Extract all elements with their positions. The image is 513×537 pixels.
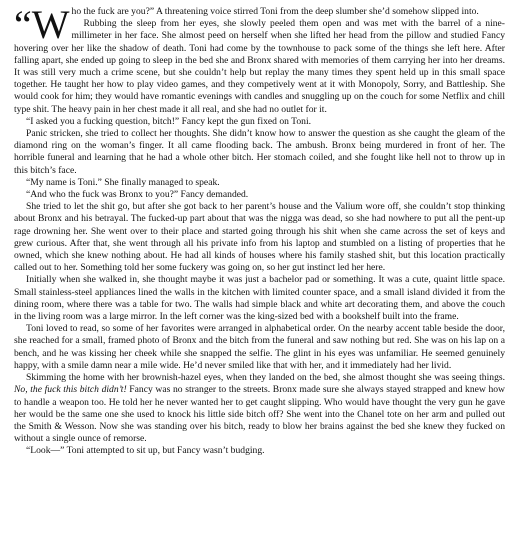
paragraph: “And who the fuck was Bronx to you?” Fancy demanded. [26,189,249,201]
paragraph-text: Skimming the home with her brownish-hazel eyes, when they landed on the bed, she almost thought she was seeing things. [26,372,505,384]
drop-cap: “W [14,2,70,47]
paragraph: She tried to let the shit go, but after she got back to her parent’s house and the Valium wore off, she couldn’t stop thinking about Bronx and his betrayal. The fucked-up part about that was the nigga was dead, so she had nowhere to put all the pent-up rage drowning her. She went over to their place and started going through his shit when she came across the set of keys and grew curious. After that, she went through all his private info from his laptop and stumbled on a listing of properties that he owned, which she knew nothing about. He had all kinds of houses where his family stashed shit, but this location practically called out to her. Something told her some fuckery was going on, so her gut instinct led her here. [14,201,505,274]
paragraph [14,372,505,445]
paragraph-text: Fancy was no stranger to the streets. Bronx made sure she always stayed strapped and knew how to handle a weapon too. He told her he never wanted her to get caught slipping. Who would have thought the very gun he gave her would be the same one she used to knock his little side bitch off? She went into the Chanel tote on her arm and pulled out the Smith & Wesson. Now she was standing over his bitch, ready to blow her brains against the bed she knew they fucked on without a single ounce of remorse. [14,384,505,445]
paragraph-last: “Look—” Toni attempted to sit up, but Fancy wasn’t budging. [26,445,265,457]
paragraph: Rubbing the sleep from her eyes, she slowly peeled them open and was met with the barrel of a nine-millimeter in her face. She almost peed on herself when she lifted her head from the pillow and studied Fancy hovering over her like the shadow of death. Toni had come by the townhouse to pack some of the things she left here. After falling apart, she ended up going to sleep in the bed she and Bronx shared with memories of them carrying her into her dreams. It was still very much a crime scene, but she couldn’t help but replay the many times they spent held up in this small space together. He taught her how to play video games, and they competively went at it with Monopoly, Sorry, and Battleship. She would cook for him; they would have romantic evenings with candles and snuggling up on the couch for some Netflix and chill type shit. The heavy pain in her chest made it all real, and she had no outlet for it. [14,18,505,115]
paragraph-text: ho the fuck are you?” A threatening voice stirred Toni from the deep slumber she’d somehow slipped into. [71,6,479,17]
paragraph: Initially when she walked in, she thought maybe it was just a bachelor pad or something. It was a cute, quaint little space. Small stainless-steel appliances lined the walls in the kitchen with limited counter space, and a small island divided it from the dining room, where there was a table for two. The walls had simple black and white art decorating them, and above the couch in the living room was a large mirror. In the left corner was the king-sized bed with a bookshelf built into the frame. [14,274,505,323]
paragraph: “I asked you a fucking question, bitch!” Fancy kept the gun fixed on Toni. [26,115,312,127]
paragraph: “My name is Toni.” She finally managed to speak. [26,176,220,188]
paragraph: Toni loved to read, so some of her favorites were arranged in alphabetical order. On the nearby accent table beside the door, she reached for a small, framed photo of Bronx and the bitch from the funeral and saw nothing but red. She was on his lap on a bench, and he was kissing her cheek while she snapped the selfie. The glint in his eyes was unfamiliar. He seemed genuinely happy, with a smile damn near a mile wide. He’d never smiled like that with her, and it immediately had her livid. [14,323,505,371]
paragraph-opening [14,2,505,47]
italic-thought: No, the fuck this bitch didn’t! [14,384,127,396]
paragraph: Panic stricken, she tried to collect her thoughts. She didn’t know how to answer the question as she caught the gleam of the diamond ring on the woman’s finger. It all came flooding back. The ambush. Bronx being murdered in front of her. The horrible funeral and learning that he had a whole other bitch. Her stomach coiled, and she fought like hell not to throw up in this bitch’s face. [14,128,505,176]
